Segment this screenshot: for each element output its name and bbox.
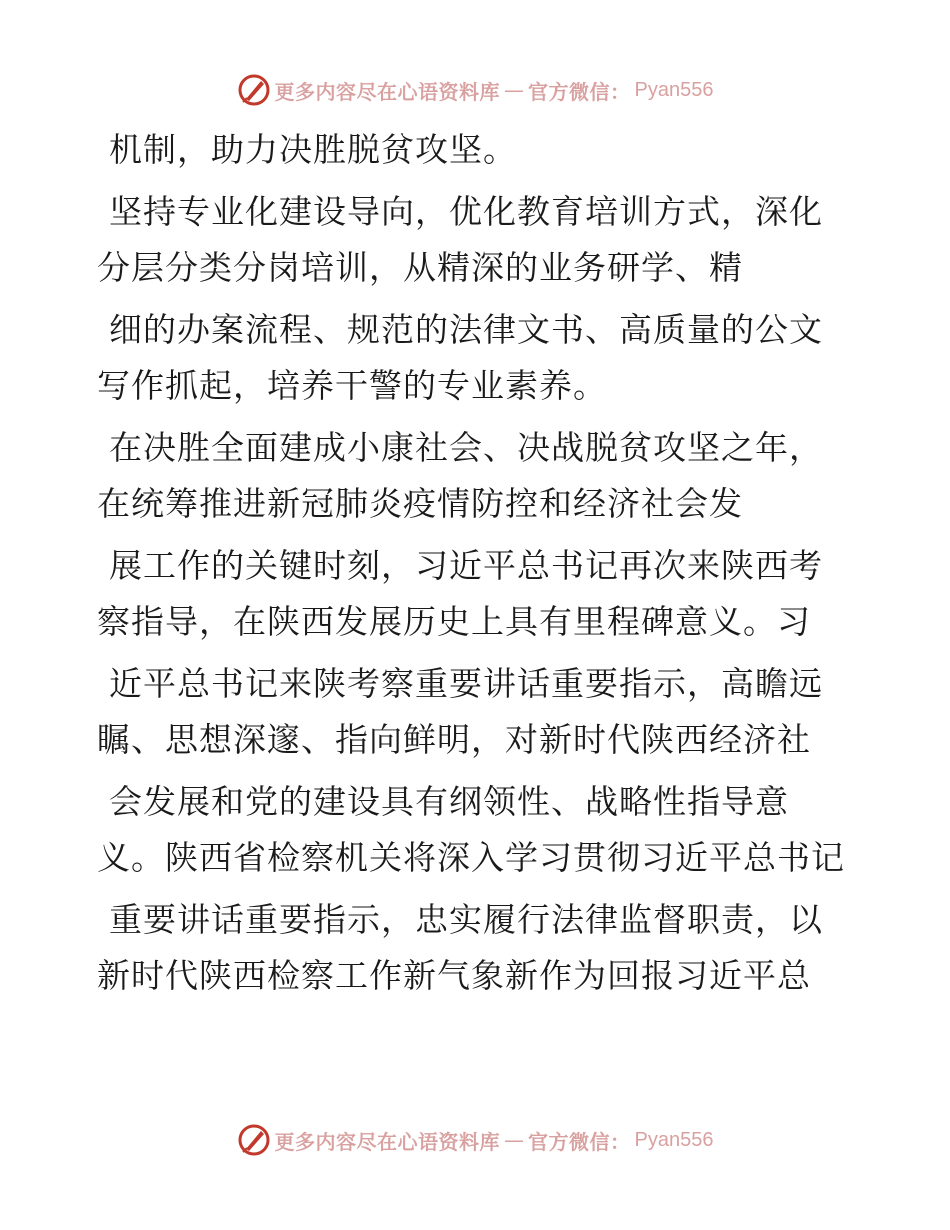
text-line: 重要讲话重要指示，忠实履行法律监督职责，以 (109, 900, 823, 939)
text-line: 近平总书记来陕考察重要讲话重要指示，高瞻远 (109, 664, 823, 703)
text-line: 在统筹推进新冠肺炎疫情防控和经济社会发 (97, 484, 743, 523)
text-line: 义。陕西省检察机关将深入学习贯彻习近平总书记 (97, 838, 845, 877)
header-banner (0, 70, 950, 110)
text-line: 坚持专业化建设导向，优化教育培训方式，深化 (109, 192, 823, 231)
text-line: 会发展和党的建设具有纲领性、战略性指导意 (109, 782, 789, 821)
text-line: 新时代陕西检察工作新气象新作为回报习近平总 (97, 956, 811, 995)
text-line: 在决胜全面建成小康社会、决战脱贫攻坚之年， (109, 428, 823, 467)
text-line: 细的办案流程、规范的法律文书、高质量的公文 (109, 310, 823, 349)
text-line: 写作抓起，培养干警的专业素养。 (97, 366, 607, 405)
text-line: 分层分类分岗培训，从精深的业务研学、精 (97, 248, 743, 287)
banner-suffix: 官方微信： (528, 79, 631, 104)
text-line: 展工作的关键时刻，习近平总书记再次来陕西考 (109, 546, 823, 585)
text-line: 察指导，在陕西发展历史上具有里程碑意义。习 (97, 602, 811, 641)
quill-pen-logo-icon (237, 1123, 271, 1157)
banner-separator: — (504, 78, 525, 102)
banner-suffix: 官方微信： (528, 1129, 631, 1154)
document-body (97, 122, 857, 1004)
banner-wechat-id: Pyan556 (634, 1128, 714, 1151)
footer-banner (0, 1120, 950, 1160)
banner-text: 更多内容尽在心语资料库 (274, 79, 501, 104)
banner-separator: — (504, 1128, 525, 1152)
banner-text: 更多内容尽在心语资料库 (274, 1129, 501, 1154)
text-line: 瞩、思想深邃、指向鲜明，对新时代陕西经济社 (97, 720, 811, 759)
quill-pen-logo-icon (237, 73, 271, 107)
banner-wechat-id: Pyan556 (634, 78, 714, 101)
text-line: 机制，助力决胜脱贫攻坚。 (109, 130, 517, 169)
